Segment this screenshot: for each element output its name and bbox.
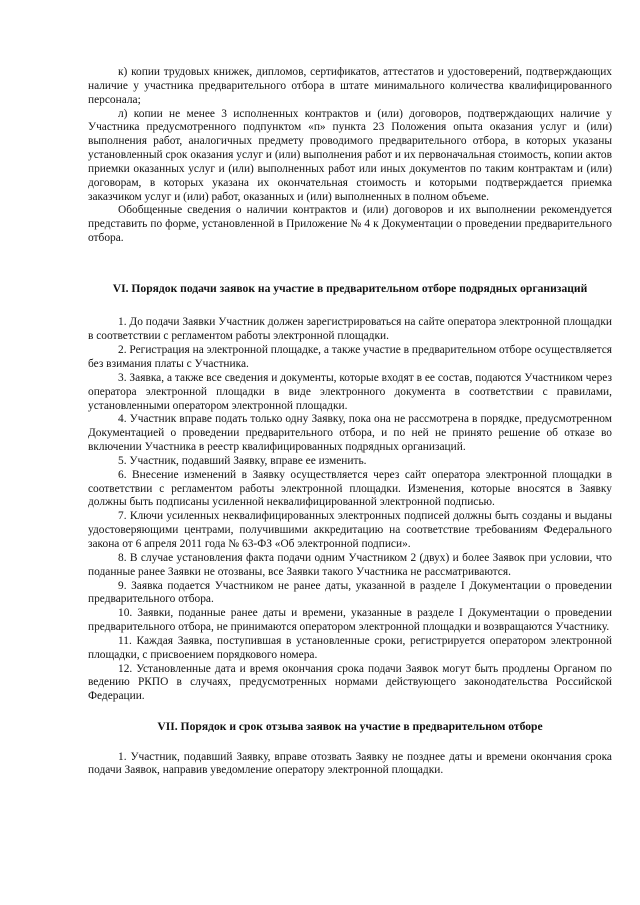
intro-block [88, 66, 612, 246]
section-6-item-5: 5. Участник, подавший Заявку, вправе ее изменить. [118, 454, 367, 467]
section-6-body [88, 316, 612, 704]
section-6-item-8: 8. В случае установления факта подачи одним Участником 2 (двух) и более Заявок при условии, что поданные ранее Заявки не отозваны, все Заявки такого Участника не рассматриваются. [88, 551, 612, 578]
section-6-heading: VI. Порядок подачи заявок на участие в предварительном отборе подрядных организаций [112, 281, 588, 295]
paragraph-item-l: л) копии не менее 3 исполненных контрактов и (или) договоров, подтверждающих наличие у Участника предусмотренного подпунктом «п» пункта 23 Положения опыта оказания услуг и (или) выполнения работ, аналогичных предмету проводимого предварительного отбора, в которых указаны установленный срок оказания услуг и (или) выполнения работ и их первоначальная стоимость, копии актов приемки оказанных услуг и (или) выполненных работ или иных документов по таким контрактам и (или) договорам, в которых указана их окончательная стоимость и которыми подтверждается приемка заказчиком услуг и (или) работ, оказанных и (или) выполненных в полном объеме. [88, 107, 612, 203]
paragraph-summary: Обобщенные сведения о наличии контрактов и (или) договоров и их выполнении рекомендуется представить по форме, установленной в Приложение № 4 к Документации о проведении предварительного отбора. [88, 204, 612, 245]
section-6-item-1: 1. До подачи Заявки Участник должен зарегистрироваться на сайте оператора электронной площадки в соответствии с регламентом работы электронной площадки. [88, 316, 612, 343]
section-6-item-7: 7. Ключи усиленных неквалифицированных электронных подписей должны быть созданы и выданы удостоверяющими центрами, получившими аккредитацию на соответствие требованиям Федерального закона от 6 апреля 2011 года № 63-ФЗ «Об электронной подписи». [88, 510, 612, 550]
paragraph-item-k: к) копии трудовых книжек, дипломов, сертификатов, аттестатов и удостоверений, подтверждающих наличие у участника предварительного отбора в штате минимального количества квалифицированного персонала; [88, 66, 612, 106]
section-7-item-1: 1. Участник, подавший Заявку, вправе отозвать Заявку не позднее даты и времени окончания срока подачи Заявок, направив уведомление оператору электронной площадки. [88, 750, 612, 777]
section-6-item-9: 9. Заявка подается Участником не ранее даты, указанной в разделе I Документации о проведении предварительного отбора. [88, 579, 612, 606]
section-6-item-11: 11. Каждая Заявка, поступившая в установленные сроки, регистрируется оператором электронной площадки, с присвоением порядкового номера. [88, 634, 612, 661]
section-6-item-6: 6. Внесение изменений в Заявку осуществляется через сайт оператора электронной площадки в соответствии с регламентом работы электронной площадки. Изменения, которые вносятся в Заявку должны быть подписаны усиленной неквалифицированной электронной подписью. [88, 468, 612, 509]
section-7-heading: VII. Порядок и срок отзыва заявок на участие в предварительном отборе [157, 720, 543, 734]
section-6-item-10: 10. Заявки, поданные ранее даты и времени, указанные в разделе I Документации о проведении предварительного отбора, не принимаются оператором электронной площадки и возвращаются Участнику. [88, 607, 612, 634]
section-6-item-12: 12. Установленные дата и время окончания срока подачи Заявок могут быть продлены Органом по ведению РКПО в случаях, предусмотренных нормами действующего законодательства Российской Федерации. [88, 662, 612, 703]
section-6-item-2: 2. Регистрация на электронной площадке, а также участие в предварительном отборе осуществляется без взимания платы с Участника. [88, 344, 612, 370]
section-6-item-4: 4. Участник вправе подать только одну Заявку, пока она не рассмотрена в порядке, предусмотренном Документацией о проведении предварительного отбора, и по ней не принято решение об отказе во включении Участника в реестр квалифицированных подрядных организаций. [88, 413, 612, 454]
section-6-item-3: 3. Заявка, а также все сведения и документы, которые входят в ее состав, подаются Участником через оператора электронной площадки в виде электронного документа в соответствии с правилами, установленными оператором электронной площадки. [88, 371, 612, 412]
